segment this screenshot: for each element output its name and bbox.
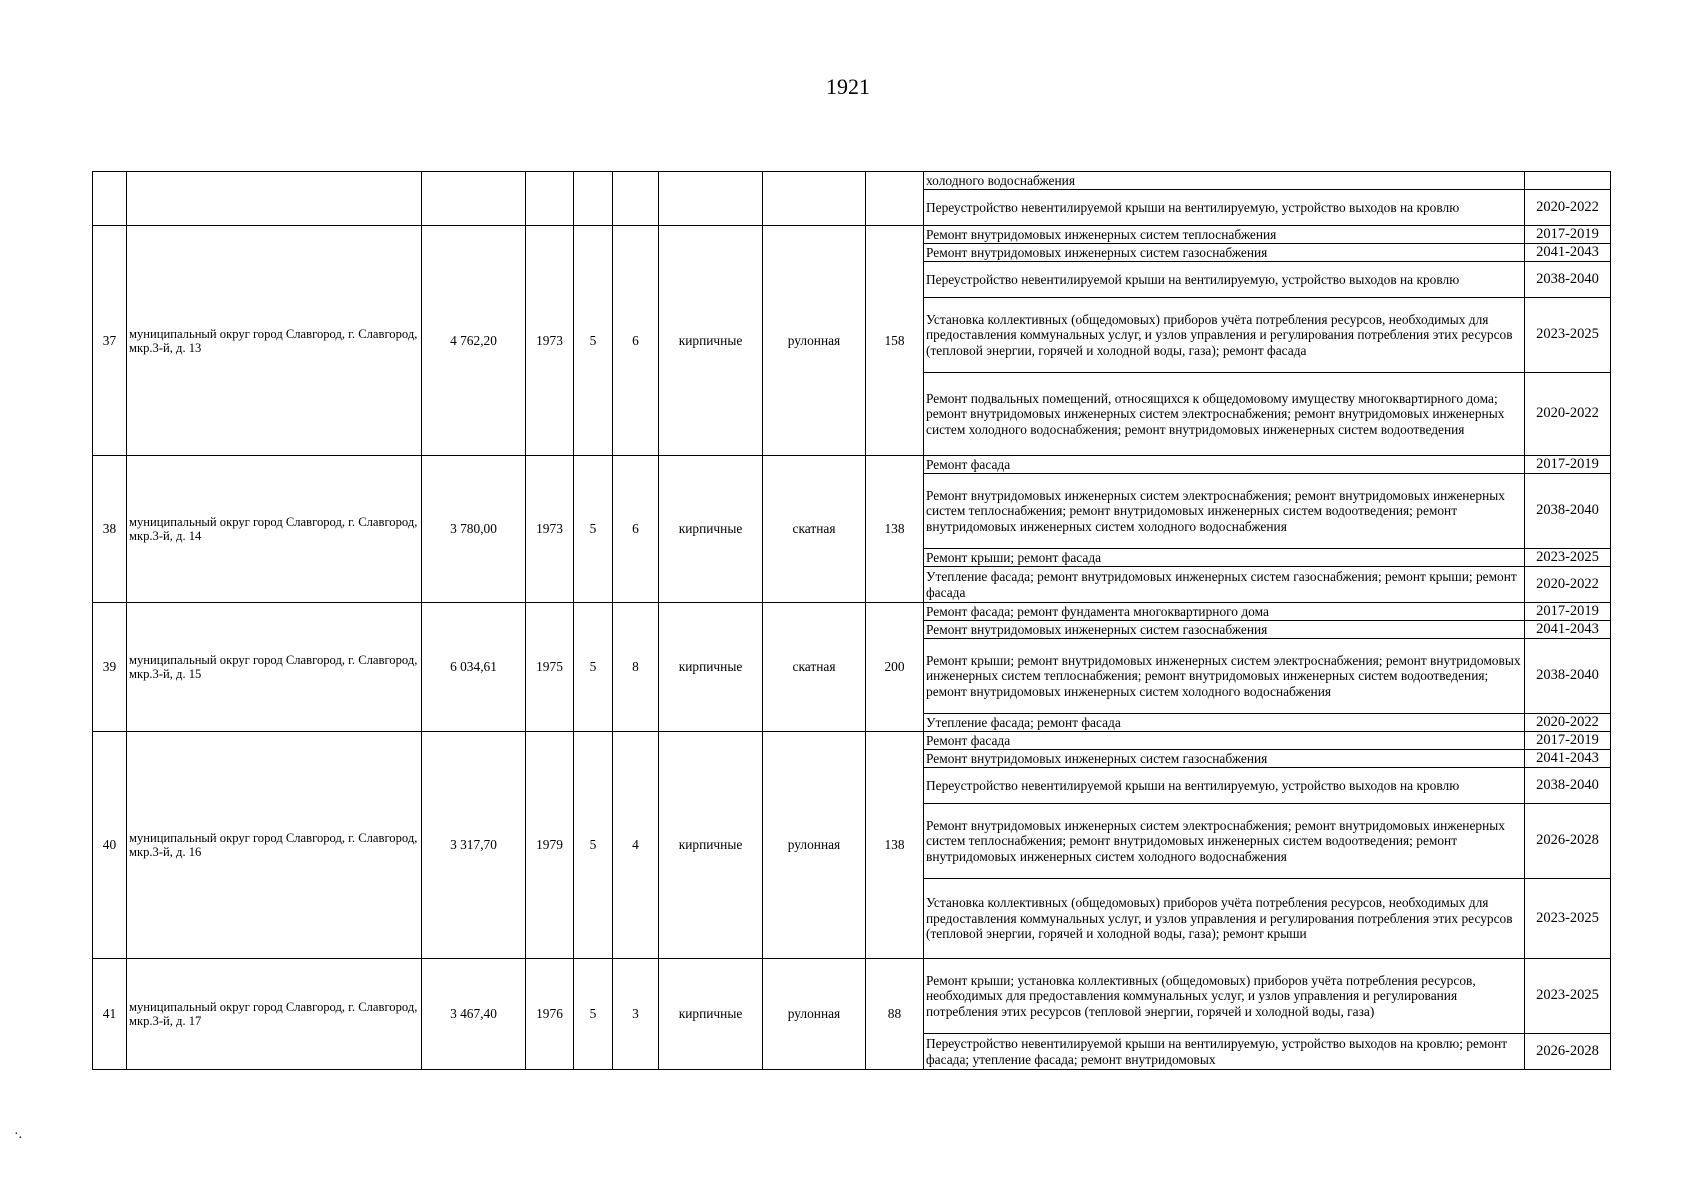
work-description: Переустройство невентилируемой крыши на вентилируемую, устройство выходов на кровлю; ремонт фасада; утепление фасада; ремонт внутридомовых xyxy=(924,1034,1525,1070)
work-period: 2017-2019 xyxy=(1525,226,1611,244)
work-description: Ремонт крыши; ремонт фасада xyxy=(924,549,1525,567)
work-period: 2026-2028 xyxy=(1525,1034,1611,1070)
work-period: 2038-2040 xyxy=(1525,768,1611,804)
table-row xyxy=(93,603,1611,621)
work-description: Переустройство невентилируемой крыши на вентилируемую, устройство выходов на кровлю xyxy=(924,190,1525,226)
house-walls: кирпичные xyxy=(659,603,763,732)
house-roof: рулонная xyxy=(763,732,866,959)
house-area: 3 780,00 xyxy=(422,456,526,603)
house-year: 1975 xyxy=(526,603,574,732)
house-year: 1979 xyxy=(526,732,574,959)
house-floors: 5 xyxy=(574,603,613,732)
house-floors: 5 xyxy=(574,226,613,456)
work-period: 2023-2025 xyxy=(1525,549,1611,567)
house-roof: скатная xyxy=(763,603,866,732)
house-address xyxy=(127,172,422,226)
house-floors: 5 xyxy=(574,959,613,1070)
work-description: Ремонт внутридомовых инженерных систем теплоснабжения xyxy=(924,226,1525,244)
work-description: Ремонт подвальных помещений, относящихся к общедомовому имуществу многоквартирного дома; ремонт внутридомовых инженерных систем электроснабжения; ремонт внутридомовых инженерных систем холодного водоснабжения; ремонт внутридомовых инженерных систем водоотведения xyxy=(924,373,1525,456)
house-floors: 5 xyxy=(574,732,613,959)
house-residents: 88 xyxy=(866,959,924,1070)
house-area: 4 762,20 xyxy=(422,226,526,456)
work-period: 2041-2043 xyxy=(1525,750,1611,768)
house-address: муниципальный округ город Славгород, г. Славгород, мкр.3-й, д. 14 xyxy=(127,456,422,603)
work-period: 2017-2019 xyxy=(1525,732,1611,750)
work-description: Ремонт фасада; ремонт фундамента многоквартирного дома xyxy=(924,603,1525,621)
house-roof: рулонная xyxy=(763,226,866,456)
house-walls: кирпичные xyxy=(659,226,763,456)
house-address: муниципальный округ город Славгород, г. Славгород, мкр.3-й, д. 16 xyxy=(127,732,422,959)
house-year xyxy=(526,172,574,226)
house-entrances xyxy=(613,172,659,226)
capital-repair-table xyxy=(92,171,1611,1070)
house-number: 39 xyxy=(93,603,127,732)
work-period: 2020-2022 xyxy=(1525,190,1611,226)
house-entrances: 6 xyxy=(613,226,659,456)
house-number: 41 xyxy=(93,959,127,1070)
work-description: Ремонт фасада xyxy=(924,732,1525,750)
work-description: Ремонт внутридомовых инженерных систем электроснабжения; ремонт внутридомовых инженерных систем теплоснабжения; ремонт внутридомовых инженерных систем водоотведения; ремонт внутридомовых инженерных систем холодного водоснабжения xyxy=(924,804,1525,879)
house-walls: кирпичные xyxy=(659,959,763,1070)
work-description: Ремонт крыши; установка коллективных (общедомовых) приборов учёта потребления ресурсов, необходимых для предоставления коммунальных услуг, и узлов управления и регулирования потребления этих ресурсов (тепловой энергии, горячей и холодной воды, газа) xyxy=(924,959,1525,1034)
house-year: 1973 xyxy=(526,456,574,603)
work-description: Установка коллективных (общедомовых) приборов учёта потребления ресурсов, необходимых для предоставления коммунальных услуг, и узлов управления и регулирования потребления этих ресурсов (тепловой энергии, горячей и холодной воды, газа); ремонт крыши xyxy=(924,879,1525,959)
house-entrances: 3 xyxy=(613,959,659,1070)
work-description: Утепление фасада; ремонт внутридомовых инженерных систем газоснабжения; ремонт крыши; ремонт фасада xyxy=(924,567,1525,603)
house-entrances: 8 xyxy=(613,603,659,732)
house-number: 37 xyxy=(93,226,127,456)
work-period: 2038-2040 xyxy=(1525,474,1611,549)
work-period: 2023-2025 xyxy=(1525,879,1611,959)
work-period: 2023-2025 xyxy=(1525,959,1611,1034)
table-row xyxy=(93,732,1611,750)
work-period: 2038-2040 xyxy=(1525,262,1611,298)
house-year: 1973 xyxy=(526,226,574,456)
house-residents: 158 xyxy=(866,226,924,456)
house-area xyxy=(422,172,526,226)
work-description: Переустройство невентилируемой крыши на вентилируемую, устройство выходов на кровлю xyxy=(924,768,1525,804)
work-description: холодного водоснабжения xyxy=(924,172,1525,190)
house-number: 40 xyxy=(93,732,127,959)
house-residents: 138 xyxy=(866,732,924,959)
work-period: 2026-2028 xyxy=(1525,804,1611,879)
work-description: Ремонт внутридомовых инженерных систем электроснабжения; ремонт внутридомовых инженерных систем теплоснабжения; ремонт внутридомовых инженерных систем водоотведения; ремонт внутридомовых инженерных систем холодного водоснабжения xyxy=(924,474,1525,549)
work-description: Ремонт внутридомовых инженерных систем газоснабжения xyxy=(924,244,1525,262)
scan-mark: ·. xyxy=(14,1127,23,1142)
table-row xyxy=(93,959,1611,1034)
house-address: муниципальный округ город Славгород, г. Славгород, мкр.3-й, д. 13 xyxy=(127,226,422,456)
house-year: 1976 xyxy=(526,959,574,1070)
house-walls xyxy=(659,172,763,226)
house-roof xyxy=(763,172,866,226)
house-roof: рулонная xyxy=(763,959,866,1070)
house-area: 3 467,40 xyxy=(422,959,526,1070)
work-description: Установка коллективных (общедомовых) приборов учёта потребления ресурсов, необходимых для предоставления коммунальных услуг, и узлов управления и регулирования потребления этих ресурсов (тепловой энергии, горячей и холодной воды, газа); ремонт фасада xyxy=(924,298,1525,373)
work-description: Ремонт внутридомовых инженерных систем газоснабжения xyxy=(924,750,1525,768)
house-residents xyxy=(866,172,924,226)
house-walls: кирпичные xyxy=(659,732,763,959)
work-period: 2020-2022 xyxy=(1525,373,1611,456)
work-period: 2020-2022 xyxy=(1525,567,1611,603)
house-area: 3 317,70 xyxy=(422,732,526,959)
work-period: 2041-2043 xyxy=(1525,621,1611,639)
work-period: 2017-2019 xyxy=(1525,603,1611,621)
house-floors xyxy=(574,172,613,226)
work-period: 2017-2019 xyxy=(1525,456,1611,474)
work-period: 2020-2022 xyxy=(1525,714,1611,732)
work-period: 2041-2043 xyxy=(1525,244,1611,262)
page-number: 1921 xyxy=(826,74,870,99)
table-row xyxy=(93,172,1611,190)
house-residents: 200 xyxy=(866,603,924,732)
table-row xyxy=(93,226,1611,244)
work-period: 2038-2040 xyxy=(1525,639,1611,714)
work-description: Переустройство невентилируемой крыши на вентилируемую, устройство выходов на кровлю xyxy=(924,262,1525,298)
house-address: муниципальный округ город Славгород, г. Славгород, мкр.3-й, д. 17 xyxy=(127,959,422,1070)
house-floors: 5 xyxy=(574,456,613,603)
work-period xyxy=(1525,172,1611,190)
house-number xyxy=(93,172,127,226)
work-description: Ремонт фасада xyxy=(924,456,1525,474)
house-entrances: 6 xyxy=(613,456,659,603)
work-period: 2023-2025 xyxy=(1525,298,1611,373)
house-number: 38 xyxy=(93,456,127,603)
work-description: Утепление фасада; ремонт фасада xyxy=(924,714,1525,732)
house-area: 6 034,61 xyxy=(422,603,526,732)
work-description: Ремонт внутридомовых инженерных систем газоснабжения xyxy=(924,621,1525,639)
house-roof: скатная xyxy=(763,456,866,603)
table-row xyxy=(93,456,1611,474)
house-address: муниципальный округ город Славгород, г. Славгород, мкр.3-й, д. 15 xyxy=(127,603,422,732)
house-entrances: 4 xyxy=(613,732,659,959)
work-description: Ремонт крыши; ремонт внутридомовых инженерных систем электроснабжения; ремонт внутридомовых инженерных систем теплоснабжения; ремонт внутридомовых инженерных систем водоотведения; ремонт внутридомовых инженерных систем холодного водоснабжения xyxy=(924,639,1525,714)
house-walls: кирпичные xyxy=(659,456,763,603)
house-residents: 138 xyxy=(866,456,924,603)
